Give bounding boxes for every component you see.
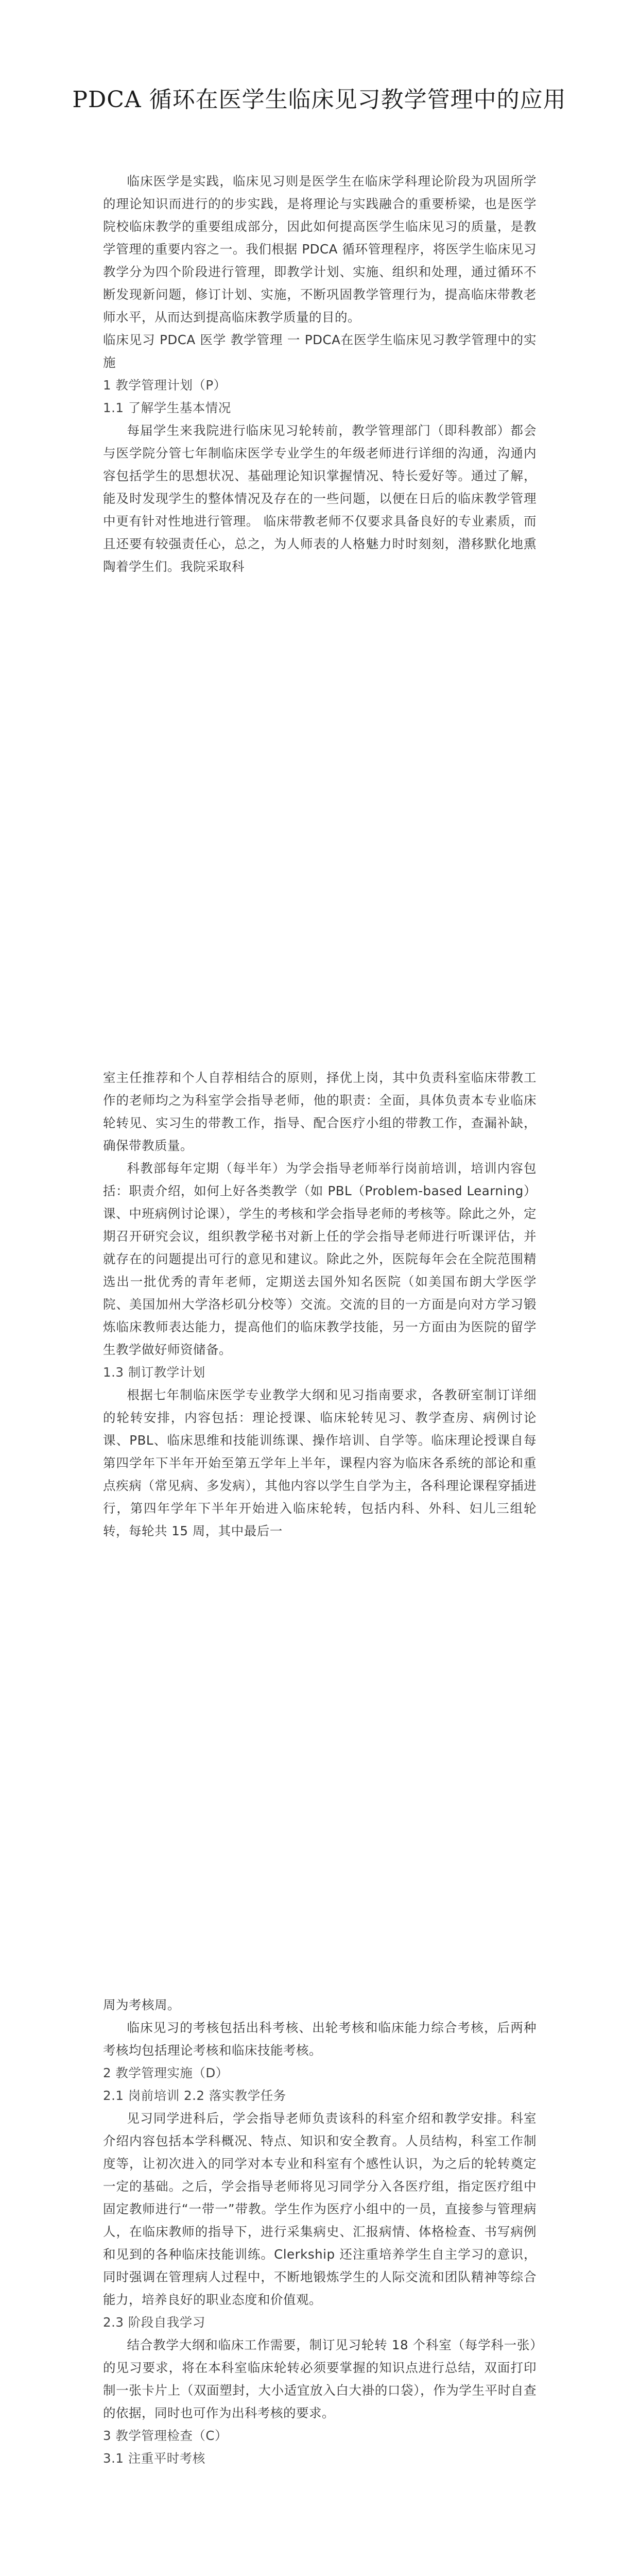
paragraph-teacher-training: 科教部每年定期（每半年）为学会指导老师举行岗前培训，培训内容包括：职责介绍，如何上好各类教学（如 PBL（Problem-based Learning）课、中班病例讨论课），学生的考核和学会指导老师的考核等。除此之外，定期召开研究会议，组织教学秘书对新上任的学会指导老师进行听课评估，并就存在的问题提出可行的意见和建议。除此之外，医院每年会在全院范围精选出一批优秀的青年老师，定期送去国外知名医院（如美国布朗大学医学院、美国加州大学洛杉矶分校等）交流。交流的目的一方面是向对方学习锻炼临床教师表达能力，提高他们的临床教学技能，另一方面由为医院的留学生教学做好师资储备。 (103, 1161, 537, 1357)
paragraph-pre-training: 见习同学进科后，学会指导老师负责该科的科室介绍和教学安排。科室介绍内容包括本学科概况、特点、知识和安全教育。人员结构，科室工作制度等，让初次进入的同学对本专业和科室有个感性认识，为之后的轮转奠定一定的基础。之后，学会指导老师将见习同学分入各医疗组，指定医疗组中固定教师进行“一带一”带教。学生作为医疗小组中的一员，直接参与管理病人，在临床教师的指导下，进行采集病史、汇报病情、体格检查、书写病例和见到的各种临床技能训练。Clerkship 还注重培养学生自主学习的意识，同时强调在管理病人过程中，不断地锻炼学生的人际交流和团队精神等综合能力，培养良好的职业态度和价值观。 (103, 2111, 537, 2307)
paper-title: PDCA 循环在医学生临床见习教学管理中的应用 (72, 87, 566, 113)
section-implementation (103, 1994, 537, 2470)
paragraph-self-study: 结合教学大纲和临床工作需要，制订见习轮转 18 个科室（每学科一张）的见习要求，将在本科室临床轮转必须要掌握的知识点进行总结，双面打印制一张卡片上（双面塑封，大小适宜放入白大褂的口袋），作为学生平时自查的依据，同时也可作为出科考核的要求。 (103, 2337, 537, 2420)
abstract-paragraph: 临床医学是实践，临床见习则是医学生在临床学科理论阶段为巩固所学的理论知识而进行的的步实践，是将理论与实践融合的重要桥梁，也是医学院校临床教学的重要组成部分，因此如何提高医学生临床见习的质量，是教学管理的重要内容之一。我们根据 PDCA 循环管理程序，将医学生临床见习教学分为四个阶段进行管理，即教学计划、实施、组织和处理，通过循环不断发现新问题，修订计划、实施，不断巩固教学管理行为，提高临床带教老师水平，从而达到提高临床教学质量的目的。 (103, 174, 537, 325)
heading-plan: 1 教学管理计划（P） (103, 378, 227, 393)
keywords-line: 临床见习 PDCA 医学 教学管理 一 PDCA在医学生临床见习教学管理中的实施 (103, 332, 537, 370)
section-abstract (103, 170, 537, 578)
heading-self-study: 2.3 阶段自我学习 (103, 2315, 205, 2330)
heading-regular-assessment: 3.1 注重平时考核 (103, 2451, 205, 2466)
heading-pre-training: 2.1 岗前培训 2.2 落实教学任务 (103, 2088, 286, 2103)
paragraph-exam-week: 周为考核周。 (103, 1997, 180, 2012)
heading-implementation: 2 教学管理实施（D） (103, 2065, 229, 2080)
heading-understand-students: 1.1 了解学生基本情况 (103, 400, 231, 415)
heading-schedule: 1.3 制订教学计划 (103, 1365, 205, 1380)
heading-check: 3 教学管理检查（C） (103, 2428, 228, 2443)
paragraph-understand-students: 每届学生来我院进行临床见习轮转前，教学管理部门（即科教部）都会与医学院分管七年制临床医学专业学生的年级老师进行详细的沟通，沟通内容包括学生的思想状况、基础理论知识掌握情况、特长爱好等。通过了解，能及时发现学生的整体情况及存在的一些问题，以便在日后的临床教学管理中更有针对性地进行管理。 临床带教老师不仅要求具备良好的专业素质，而且还要有较强责任心，总之，为人师表的人格魅力时时刻刻，潜移默化地熏陶着学生们。我院采取科 (103, 423, 537, 574)
paragraph-schedule: 根据七年制临床医学专业教学大纲和见习指南要求，各教研室制订详细的轮转安排，内容包括：理论授课、临床轮转见习、教学查房、病例讨论课、PBL、临床思维和技能训练课、操作培训、自学等。临床理论授课自每第四学年下半年开始至第五学年上半年，课程内容为临床各系统的部论和重点疾病（常见病、多发病），其他内容以学生自学为主，各科理论课程穿插进行，第四年学年下半年开始进入临床轮转，包括内科、外科、妇儿三组轮转，每轮共 15 周，其中最后一 (103, 1387, 537, 1538)
section-teachers (103, 1066, 537, 1543)
paragraph-exam: 临床见习的考核包括出科考核、出轮考核和临床能力综合考核，后两种考核均包括理论考核和临床技能考核。 (103, 2020, 537, 2058)
paragraph-teacher-selection: 室主任推荐和个人自荐相结合的原则，择优上岗，其中负责科室临床带教工作的老师均之为科室学会指导老师，他的职责：全面，具体负责本专业临床轮转见、实习生的带教工作，指导、配合医疗小组的带教工作，查漏补缺，确保带教质量。 (103, 1070, 537, 1153)
